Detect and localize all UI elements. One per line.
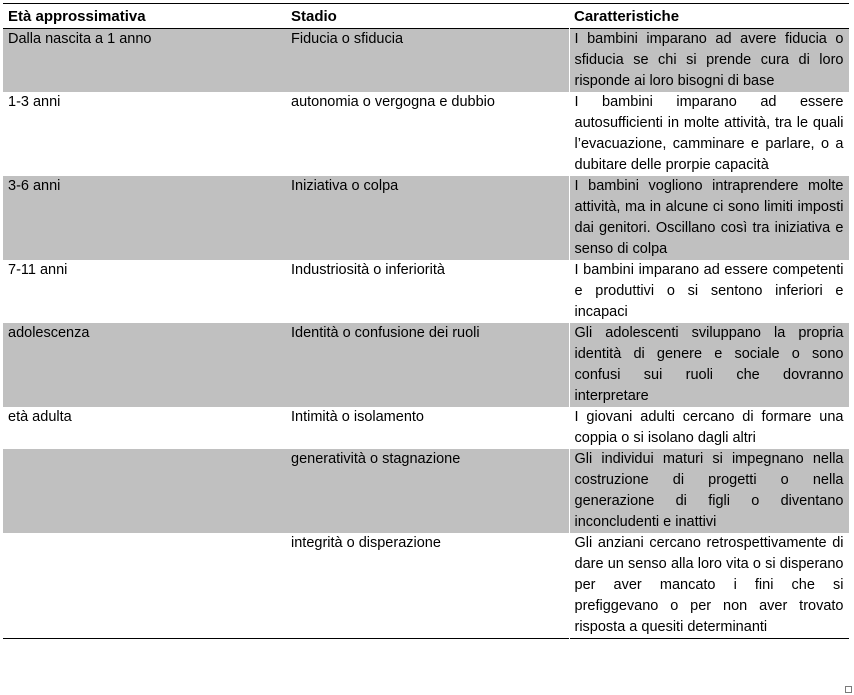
cell-stage: Intimità o isolamento [291, 409, 424, 425]
cell-age: Dalla nascita a 1 anno [3, 29, 286, 93]
cell-stage: generatività o stagnazione [286, 449, 569, 533]
cell-stage: autonomia o vergogna e dubbio [291, 94, 495, 110]
header-traits: Caratteristiche [574, 8, 680, 25]
cell-traits: I bambini imparano ad essere competenti e produttivi o si sentono inferiori e incapaci [569, 260, 849, 323]
document-table-wrapper [3, 3, 849, 639]
cell-stage: Fiducia o sfiducia [286, 29, 569, 93]
cell-traits: I giovani adulti cercano di formare una coppia o si isolano dagli altri [569, 407, 849, 449]
cell-traits: Gli individui maturi si impegnano nella costruzione di progetti o nella generazione di figli o diventano inconcludenti e inattivi [569, 449, 849, 533]
table-row [3, 29, 849, 93]
cell-traits: Gli adolescenti sviluppano la propria identità di genere e sociale o sono confusi sui ruoli che dovranno interpretare [569, 323, 849, 407]
header-stage: Stadio [291, 8, 337, 25]
cell-age: adolescenza [3, 323, 286, 407]
cell-traits: I bambini vogliono intraprendere molte attività, ma in alcune ci sono limiti imposti dai genitori. Oscillano così tra iniziativa e senso di colpa [569, 176, 849, 260]
table-row [3, 176, 849, 260]
cell-stage: Industriosità o inferiorità [291, 262, 445, 278]
cell-traits: Gli anziani cercano retrospettivamente di dare un senso alla loro vita o si disperano per aver mancato i fini che si prefiggevano o per non aver trovato risposta a quesiti determinanti [569, 533, 849, 639]
table-row [3, 449, 849, 533]
cell-age: 7-11 anni [8, 262, 68, 278]
cell-age: età adulta [8, 409, 72, 425]
cell-traits: I bambini imparano ad essere autosufficienti in molte attività, tra le quali l’evacuazione, camminare e parlare, o a dubitare delle prorpie capacità [569, 92, 849, 176]
cell-age: 3-6 anni [3, 176, 286, 260]
cell-age [3, 533, 286, 639]
header-age: Età approssimativa [8, 8, 146, 25]
table-row [3, 407, 849, 449]
erikson-stages-table [3, 3, 850, 639]
cell-age [3, 449, 286, 533]
table-row [3, 533, 849, 639]
table-row [3, 260, 849, 323]
table-resize-handle-icon[interactable] [845, 686, 852, 693]
table-row [3, 92, 849, 176]
cell-age: 1-3 anni [8, 94, 61, 110]
cell-traits: I bambini imparano ad avere fiducia o sfiducia se chi si prende cura di loro risponde ai loro bisogni di base [569, 29, 849, 93]
table-row [3, 323, 849, 407]
cell-stage: integrità o disperazione [291, 535, 441, 551]
table-header-row [3, 4, 849, 29]
cell-stage: Iniziativa o colpa [286, 176, 569, 260]
cell-stage: Identità o confusione dei ruoli [286, 323, 569, 407]
